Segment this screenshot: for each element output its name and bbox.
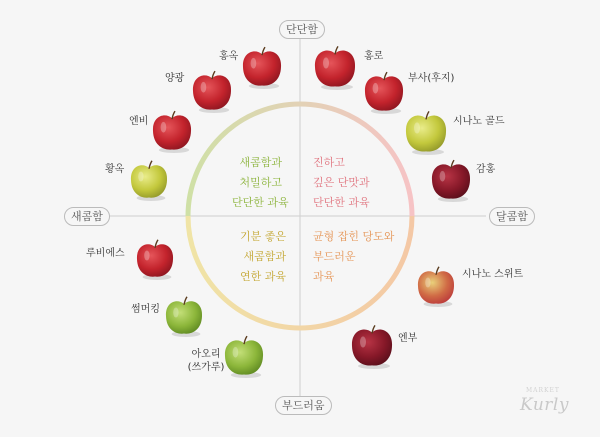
quadrant-line: 기분 좋은	[239, 230, 286, 243]
apple-label-yanggwang: 양광	[165, 73, 185, 84]
apple-label-hongok: 홍옥	[219, 51, 239, 62]
apple-shinano-gold-icon	[406, 111, 446, 155]
kurly-logo-text: Kurly	[520, 395, 569, 415]
quadrant-line: 깊은 단맛과	[313, 176, 370, 189]
apple-label-rubyes: 루비에스	[86, 248, 125, 259]
apple-label-aori-note: (쓰가루)	[187, 362, 225, 373]
apple-enbu-icon	[352, 325, 392, 369]
apple-label-shinano-sweet: 시나노 스위트	[462, 269, 524, 280]
quadrant-top-left	[232, 153, 289, 213]
apple-label-hongro: 홍로	[364, 51, 384, 62]
quadrant-top-right	[313, 153, 370, 213]
quadrant-bottom-left	[236, 227, 286, 287]
apple-label-envy: 엔비	[129, 116, 149, 127]
apple-rubyes-icon	[137, 240, 173, 280]
apple-label-gamhong: 감홍	[476, 164, 496, 175]
quadrant-line: 과육	[313, 270, 335, 283]
quadrant-line: 새콤함과	[243, 250, 286, 263]
kurly-logo-tag: MARKET	[526, 387, 560, 394]
apple-envy-icon	[153, 111, 191, 153]
apple-yanggwang-icon	[193, 71, 231, 113]
axis-label-sweet: 달콤함	[489, 207, 535, 226]
quadrant-line: 새콤함과	[239, 156, 282, 169]
quadrant-line: 진하고	[313, 156, 345, 169]
apple-label-summerking: 썸머킹	[131, 304, 160, 315]
quadrant-line: 단단한 과육	[232, 196, 289, 209]
quadrant-line: 부드러운	[313, 250, 356, 263]
apple-aori-icon	[225, 336, 263, 378]
apple-fuji-icon	[365, 72, 403, 114]
quadrant-line: 연한 과육	[239, 270, 286, 283]
apple-label-aori	[186, 348, 226, 374]
apple-summerking-icon	[166, 297, 202, 337]
apple-hwangok-icon	[131, 161, 167, 201]
quadrant-line: 처밀하고	[239, 176, 282, 189]
apple-label-aori-name: 아오리	[191, 349, 221, 360]
quadrant-line: 단단한 과육	[313, 196, 370, 209]
apple-label-shinano-gold: 시나노 골드	[453, 116, 505, 127]
apple-shinano-sweet-icon	[418, 267, 454, 307]
apple-label-enbu: 엔부	[398, 333, 418, 344]
apple-hongok-icon	[243, 47, 281, 89]
apple-label-fuji: 부사(후지)	[408, 73, 455, 84]
quadrant-bottom-right	[313, 227, 394, 287]
axis-label-firm: 단단함	[279, 20, 325, 39]
kurly-logo	[520, 387, 569, 415]
apple-label-hwangok: 황옥	[105, 164, 125, 175]
axis-label-soft: 부드러움	[275, 396, 332, 415]
axis-label-sour: 새콤함	[64, 207, 110, 226]
apple-hongro-icon	[315, 46, 355, 90]
quadrant-line: 균형 잡힌 당도와	[313, 230, 395, 243]
apple-gamhong-icon	[432, 160, 470, 202]
